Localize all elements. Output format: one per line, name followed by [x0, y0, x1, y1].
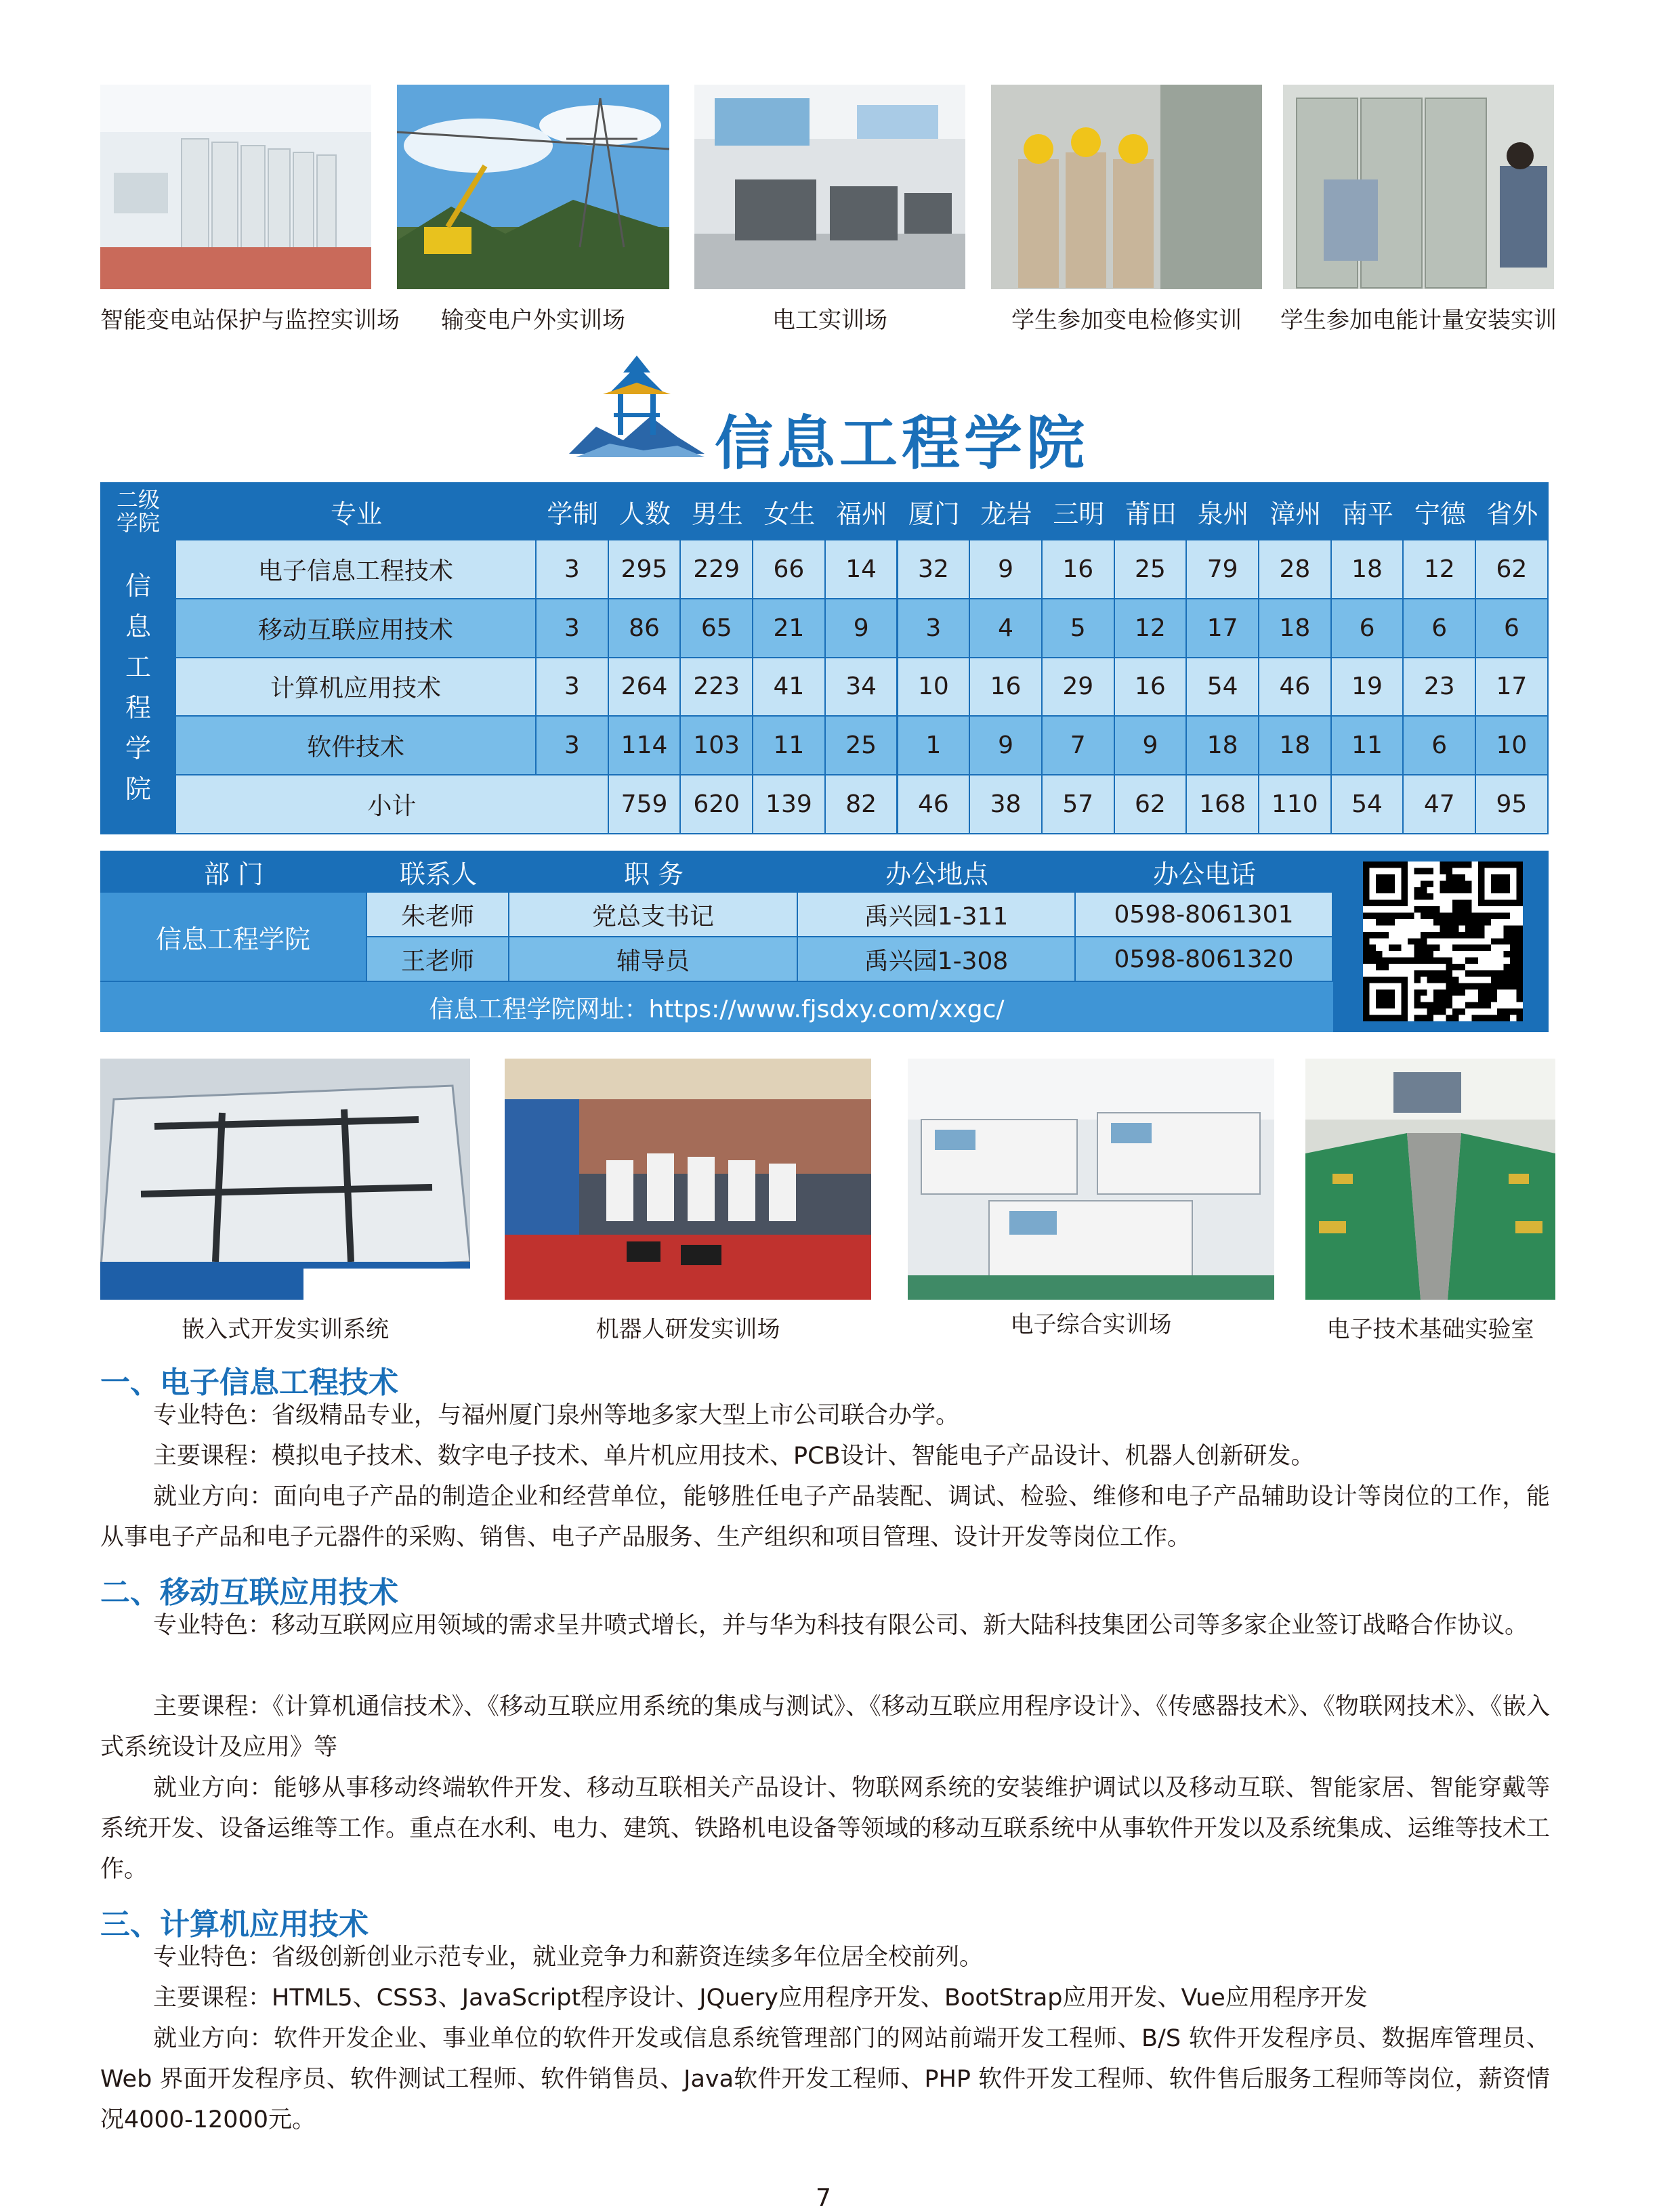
photo-meter-installation — [1283, 85, 1554, 289]
row-value: 223 — [681, 658, 753, 717]
college-name-char: 程 — [125, 693, 151, 723]
row-value: 18 — [1332, 540, 1404, 599]
row-value: 65 — [681, 599, 753, 658]
row-value: 110 — [1259, 775, 1332, 834]
row-value: 95 — [1476, 775, 1549, 834]
college-name-char: 工 — [125, 652, 151, 682]
pavilion-logo — [569, 352, 705, 461]
row-value: 3 — [537, 540, 609, 599]
contact-office: 禹兴园1-311 — [798, 893, 1076, 937]
caption: 输变电户外实训场 — [441, 307, 625, 334]
caption: 电子综合实训场 — [1010, 1311, 1172, 1338]
row-major: 移动互联应用技术 — [176, 599, 537, 658]
section-paragraph: 主要课程：HTML5、CSS3、JavaScript程序设计、JQuery应用程序开发、BootStrap应用开发、Vue应用程序开发 — [153, 1984, 1368, 2012]
photo-substation-training — [100, 85, 371, 289]
row-value: 18 — [1259, 717, 1332, 775]
row-value: 17 — [1187, 599, 1259, 658]
caption: 学生参加电能计量安装实训 — [1280, 307, 1557, 334]
qr-code[interactable] — [1363, 862, 1523, 1021]
row-value: 6 — [1404, 599, 1476, 658]
header-col: 泉州 — [1197, 498, 1249, 529]
row-value: 139 — [753, 775, 826, 834]
row-value: 168 — [1187, 775, 1259, 834]
contact-header: 部 门 — [203, 859, 264, 889]
enrollment-table — [100, 482, 1549, 834]
row-value: 46 — [898, 775, 971, 834]
header-col: 南平 — [1342, 498, 1394, 529]
row-value: 86 — [609, 599, 681, 658]
row-value: 6 — [1404, 717, 1476, 775]
section-paragraph: 就业方向：能够从事移动终端软件开发、移动互联相关产品设计、物联网系统的安装维护调试以及移动互联、智能家居、智能穿戴等系统开发、设备运维等工作。重点在水利、电力、建筑、铁路机电设备等领域的移动互联系统中从事软件开发以及系统集成、运维等技术工作。 — [100, 1774, 1550, 1883]
section-paragraph: 主要课程：模拟电子技术、数字电子技术、单片机应用技术、PCB设计、智能电子产品设计、机器人创新研发。 — [153, 1443, 1315, 1470]
section-heading: 一、电子信息工程技术 — [100, 1365, 398, 1400]
row-value: 5 — [1043, 599, 1115, 658]
website-link[interactable]: 信息工程学院网址：https://www.fjsdxy.com/xxgc/ — [100, 982, 1333, 1032]
contact-header: 职 务 — [623, 859, 684, 889]
row-value: 10 — [898, 658, 971, 717]
caption: 机器人研发实训场 — [595, 1316, 780, 1343]
row-value: 12 — [1404, 540, 1476, 599]
row-value: 9 — [826, 599, 898, 658]
row-value: 62 — [1115, 775, 1188, 834]
row-value: 620 — [681, 775, 753, 834]
row-value: 46 — [1259, 658, 1332, 717]
contact-phone: 0598-8061320 — [1076, 937, 1333, 982]
row-value: 25 — [1115, 540, 1188, 599]
row-major: 计算机应用技术 — [176, 658, 537, 717]
caption: 嵌入式开发实训系统 — [182, 1316, 389, 1343]
row-value: 16 — [1043, 540, 1115, 599]
header-col: 莆田 — [1125, 498, 1177, 529]
row-value: 17 — [1476, 658, 1549, 717]
row-major: 电子信息工程技术 — [176, 540, 537, 599]
college-name-char: 息 — [125, 612, 151, 641]
photo-robot-lab — [505, 1059, 871, 1300]
row-value: 3 — [537, 599, 609, 658]
row-value: 9 — [1115, 717, 1188, 775]
row-value: 34 — [826, 658, 898, 717]
row-value: 21 — [753, 599, 826, 658]
header-col: 福州 — [836, 498, 888, 529]
header-col: 宁德 — [1414, 498, 1466, 529]
contact-title: 党总支书记 — [509, 893, 798, 937]
photo-electrician-training — [694, 85, 965, 289]
row-value: 18 — [1259, 599, 1332, 658]
row-value: 759 — [609, 775, 681, 834]
section-heading: 三、计算机应用技术 — [100, 1907, 369, 1942]
section-paragraph: 主要课程：《计算机通信技术》、《移动互联应用系统的集成与测试》、《移动互联应用程序设计》、《传感器技术》、《物联网技术》、《嵌入式系统设计及应用》等 — [100, 1693, 1550, 1761]
college-name-char: 学 — [125, 733, 151, 763]
photo-electronics-fundamentals-lab — [1305, 1059, 1555, 1300]
row-value: 18 — [1187, 717, 1259, 775]
row-value: 32 — [898, 540, 971, 599]
row-value: 38 — [970, 775, 1043, 834]
row-value: 47 — [1404, 775, 1476, 834]
row-value: 11 — [1332, 717, 1404, 775]
row-value: 114 — [609, 717, 681, 775]
row-value: 14 — [826, 540, 898, 599]
contact-phone: 0598-8061301 — [1076, 893, 1333, 937]
contact-name: 王老师 — [367, 937, 509, 982]
header-col: 龙岩 — [980, 498, 1032, 529]
header-major: 专业 — [330, 498, 382, 529]
row-value: 57 — [1043, 775, 1115, 834]
college-name-char: 院 — [125, 774, 151, 804]
row-value: 3 — [537, 717, 609, 775]
row-value: 12 — [1115, 599, 1188, 658]
header-col: 厦门 — [908, 498, 960, 529]
row-value: 62 — [1476, 540, 1549, 599]
header-college: 二级学院 — [116, 487, 160, 536]
row-value: 79 — [1187, 540, 1259, 599]
section-paragraph: 专业特色：省级创新创业示范专业，就业竞争力和薪资连续多年位居全校前列。 — [153, 1944, 984, 1971]
header-col: 漳州 — [1269, 498, 1322, 529]
row-value: 29 — [1043, 658, 1115, 717]
row-value: 66 — [753, 540, 826, 599]
header-col: 省外 — [1486, 498, 1538, 529]
row-value: 11 — [753, 717, 826, 775]
row-value: 229 — [681, 540, 753, 599]
caption: 电子技术基础实验室 — [1326, 1316, 1534, 1343]
row-value: 6 — [1476, 599, 1549, 658]
row-value: 19 — [1332, 658, 1404, 717]
contact-title: 辅导员 — [509, 937, 798, 982]
header-col: 三明 — [1053, 498, 1105, 529]
row-value: 25 — [826, 717, 898, 775]
caption: 电工实训场 — [772, 307, 887, 334]
contact-header: 联系人 — [399, 859, 477, 889]
row-value: 54 — [1332, 775, 1404, 834]
row-value: 9 — [970, 540, 1043, 599]
section-paragraph: 就业方向：面向电子产品的制造企业和经营单位，能够胜任电子产品装配、调试、检验、维修和电子产品辅助设计等岗位的工作，能从事电子产品和电子元器件的采购、销售、电子产品服务、生产组织和项目管理、设计开发等岗位工作。 — [100, 1483, 1550, 1551]
row-value: 16 — [1115, 658, 1188, 717]
row-value: 295 — [609, 540, 681, 599]
row-value: 6 — [1332, 599, 1404, 658]
college-title: 信息工程学院 — [715, 410, 1089, 477]
header-col: 人数 — [619, 498, 671, 529]
college-name-char: 信 — [125, 571, 151, 601]
row-value: 16 — [970, 658, 1043, 717]
row-major: 软件技术 — [176, 717, 537, 775]
row-major: 小计 — [176, 775, 609, 834]
section-paragraph: 专业特色：省级精品专业，与福州厦门泉州等地多家大型上市公司联合办学。 — [153, 1402, 960, 1429]
section-paragraph: 就业方向：软件开发企业、事业单位的软件开发或信息系统管理部门的网站前端开发工程师、B/S 软件开发程序员、数据库管理员、Web 界面开发程序员、软件测试工程师、软件销售员、Java软件开发工程师、PHP 软件开发工程师、软件售后服务工程师等岗位，薪资情况4000-12000元。 — [100, 2025, 1550, 2133]
row-value: 82 — [826, 775, 898, 834]
photo-electronics-lab — [908, 1059, 1274, 1300]
header-col: 学制 — [547, 498, 599, 529]
row-value: 10 — [1476, 717, 1549, 775]
row-value: 103 — [681, 717, 753, 775]
row-value: 1 — [898, 717, 971, 775]
row-value: 28 — [1259, 540, 1332, 599]
section-paragraph: 专业特色：移动互联网应用领域的需求呈井喷式增长，并与华为科技有限公司、新大陆科技集团公司等多家企业签订战略合作协议。 — [153, 1612, 1529, 1639]
row-value: 4 — [970, 599, 1043, 658]
row-value: 7 — [1043, 717, 1115, 775]
contact-table — [100, 851, 1549, 1032]
photo-embedded-training — [100, 1059, 470, 1300]
row-value: 3 — [537, 658, 609, 717]
photo-outdoor-transmission — [397, 85, 669, 289]
contact-header: 办公电话 — [1152, 859, 1256, 889]
row-value: 41 — [753, 658, 826, 717]
college-name-vertical — [100, 540, 176, 834]
contact-header: 办公地点 — [885, 859, 988, 889]
row-value: 54 — [1187, 658, 1259, 717]
contact-department: 信息工程学院 — [100, 893, 367, 982]
row-value: 23 — [1404, 658, 1476, 717]
caption: 智能变电站保护与监控实训场 — [100, 307, 400, 334]
row-value: 3 — [898, 599, 971, 658]
photo-substation-maintenance — [991, 85, 1262, 289]
page-number: 7 — [816, 2184, 831, 2212]
caption: 学生参加变电检修实训 — [1011, 307, 1242, 334]
contact-name: 朱老师 — [367, 893, 509, 937]
row-value: 264 — [609, 658, 681, 717]
section-heading: 二、移动互联应用技术 — [100, 1575, 398, 1610]
header-col: 男生 — [691, 498, 743, 529]
header-col: 女生 — [763, 498, 816, 529]
row-value: 9 — [970, 717, 1043, 775]
contact-office: 禹兴园1-308 — [798, 937, 1076, 982]
